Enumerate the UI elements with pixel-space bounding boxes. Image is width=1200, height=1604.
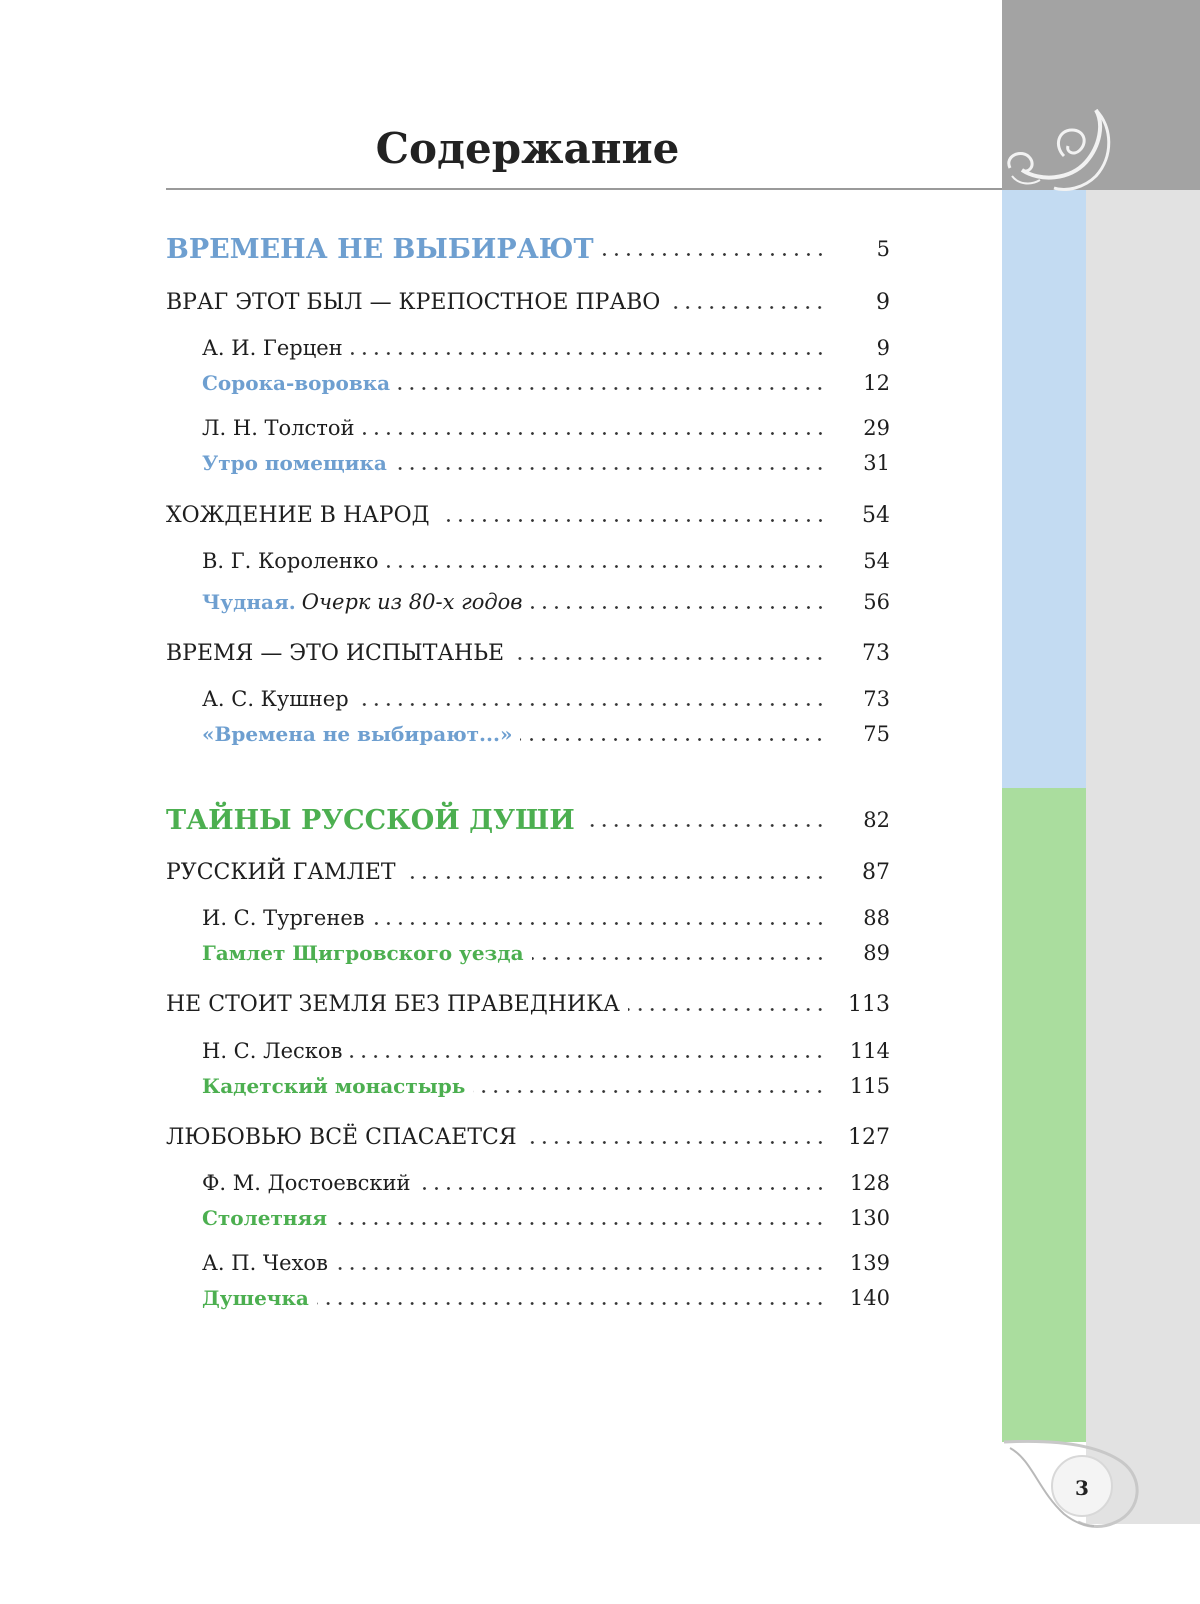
toc-entry-title: НЕ СТОИТ ЗЕМЛЯ БЕЗ ПРАВЕДНИКА [166,991,620,1017]
toc-entry-title: Л. Н. Толстой [202,416,355,440]
toc-page-number: 9 [876,336,890,360]
toc-entry-work [202,1201,890,1235]
dot-leader [357,703,826,706]
toc-page-number: 114 [849,1039,890,1063]
toc-page-number: 54 [862,502,890,528]
toc-entry-title: В. Г. Короленко [202,549,379,573]
dot-leader [317,1302,826,1305]
toc-entry-work [202,585,890,619]
toc-entry-author [202,1246,890,1280]
toc-entry-title: ХОЖДЕНИЕ В НАРОД [166,502,430,528]
toc-entry-title: Душечка [202,1286,309,1310]
toc-entry-title: Ф. М. Достоевский [202,1171,411,1195]
dot-leader [387,565,826,568]
toc-page-number: 115 [849,1074,890,1098]
dot-leader [438,519,826,522]
toc-entry-author [202,1166,890,1200]
swirl-ornament-icon [1000,96,1130,196]
toc-page-number: 31 [863,451,890,475]
toc-entry-section [166,855,890,889]
toc-page-number: 82 [863,808,890,832]
toc-entry-author [202,544,890,578]
toc-page-number: 87 [862,859,890,885]
dot-leader [532,957,826,960]
toc-page-number: 127 [848,1124,890,1150]
toc-entry-author [202,1034,890,1068]
toc-entry-title: РУССКИЙ ГАМЛЕТ [166,859,396,885]
toc-entry-part [166,803,890,837]
toc-entry-title: «Времена не выбирают...» [202,722,513,746]
toc-page-number: 73 [863,687,890,711]
toc-entry-title: Утро помещика [202,451,387,475]
dot-leader [350,1055,826,1058]
toc-page-number: 12 [863,371,890,395]
toc-page-number: 54 [863,549,890,573]
toc-entry-author [202,411,890,445]
dot-leader [583,824,826,827]
toc-entry-title: А. П. Чехов [202,1251,328,1275]
toc-page-number: 75 [863,722,890,746]
toc-entry-work [202,1281,890,1315]
side-band-blue [1002,190,1086,788]
dot-leader [525,1141,826,1144]
toc-entry-section [166,636,890,670]
page-title: Содержание [375,124,680,173]
toc-entry-author [202,901,890,935]
toc-entry-title: Чудная. [202,590,296,614]
dot-leader [602,253,826,256]
toc-page-number: 113 [848,991,890,1017]
toc-entry-title: Гамлет Щигровского уезда [202,941,524,965]
dot-leader [395,467,826,470]
page-number: 3 [1075,1476,1089,1500]
toc-entry-title: ТАЙНЫ РУССКОЙ ДУШИ [166,804,575,836]
toc-entry-title: И. С. Тургенев [202,906,365,930]
side-band-gray [1086,190,1200,1524]
toc-entry-title: А. И. Герцен [202,336,343,360]
dot-leader [531,606,826,609]
toc-page-number: 56 [863,590,890,614]
toc-entry-title: Сорока-воровка [202,371,391,395]
toc-page-number: 130 [849,1206,890,1230]
toc-page-number: 89 [863,941,890,965]
toc-page-number: 140 [849,1286,890,1310]
toc-entry-work [202,936,890,970]
toc-entry-section [166,498,890,532]
toc-page-number: 88 [863,906,890,930]
toc-entry-title: ВРАГ ЭТОТ БЫЛ — КРЕПОСТНОЕ ПРАВО [166,289,661,315]
toc-page-number: 128 [849,1171,890,1195]
toc-entry-part [166,232,890,266]
dot-leader [668,306,826,309]
toc-page-number: 9 [876,289,890,315]
dot-leader [404,876,826,879]
dot-leader [398,387,826,390]
toc-entry-section [166,1120,890,1154]
dot-leader [419,1187,826,1190]
toc-entry-title: А. С. Кушнер [202,687,349,711]
toc-entry-title: ВРЕМЕНА НЕ ВЫБИРАЮТ [166,233,594,265]
dot-leader [373,922,826,925]
toc-page-number: 73 [862,640,890,666]
dot-leader [473,1090,826,1093]
toc-page-number: 5 [876,237,890,261]
toc-page-number: 139 [849,1251,890,1275]
dot-leader [628,1008,826,1011]
toc-page-number: 29 [863,416,890,440]
toc-entry-section [166,987,890,1021]
toc-entry-section [166,285,890,319]
toc-entry-title: ЛЮБОВЬЮ ВСЁ СПАСАЕТСЯ [166,1124,517,1150]
toc-entry-author [202,331,890,365]
side-band-green [1002,788,1086,1442]
toc-entry-subtitle: Очерк из 80-х годов [301,590,523,614]
toc-entry-title: ВРЕМЯ — ЭТО ИСПЫТАНЬЕ [166,640,505,666]
footer-band [1002,1524,1200,1604]
toc-entry-work [202,446,890,480]
dot-leader [335,1222,826,1225]
toc-entry-title: Кадетский монастырь [202,1074,466,1098]
dot-leader [363,432,826,435]
dot-leader [520,738,826,741]
toc-entry-title: Столетняя [202,1206,328,1230]
toc-entry-title: Н. С. Лесков [202,1039,343,1063]
dot-leader [512,657,826,660]
dot-leader [336,1267,826,1270]
toc-entry-author [202,682,890,716]
toc-entry-work [202,717,890,751]
toc-entry-work [202,366,890,400]
dot-leader [351,352,826,355]
toc-entry-work [202,1069,890,1103]
